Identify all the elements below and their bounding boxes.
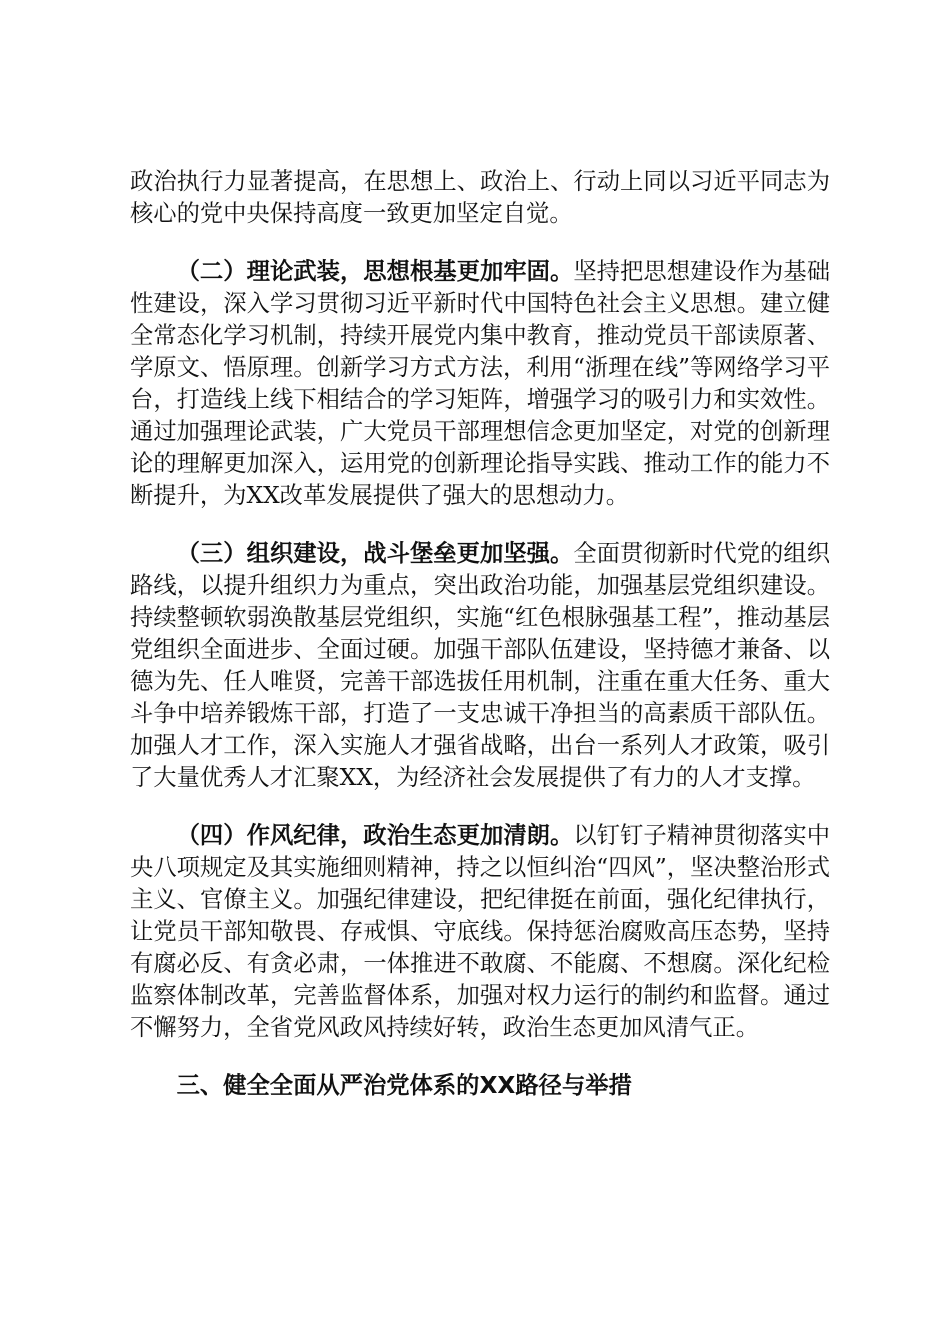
paragraph-organization-body: 全面贯彻新时代党的组织路线，以提升组织力为重点，突出政治功能，加强基层党组织建设。持续整顿软弱涣散基层党组织，实施“红色根脉强基工程”，推动基层党组织全面进步、全面过硬。加强干部队伍建设，坚持德才兼备、以德为先、任人唯贤，完善干部选拔任用机制，注重在重大任务、重大斗争中培养锻炼干部，打造了一支忠诚干净担当的高素质干部队伍。加强人才工作，深入实施人才强省战略，出台一系列人才政策，吸引了大量优秀人才汇聚XX，为经济社会发展提供了有力的人才支撑。 — [130, 540, 831, 791]
paragraph-intro — [130, 166, 830, 230]
paragraph-theory-body: 坚持把思想建设作为基础性建设，深入学习贯彻习近平新时代中国特色社会主义思想。建立健全常态化学习机制，持续开展党内集中教育，推动党员干部读原著、学原文、悟原理。创新学习方式方法，利用“浙理在线”等网络学习平台，打造线上线下相结合的学习矩阵，增强学习的吸引力和实效性。通过加强理论武装，广大党员干部理想信念更加坚定，对党的创新理论的理解更加深入，运用党的创新理论指导实践、推动工作的能力不断提升，为XX改革发展提供了强大的思想动力。 — [130, 258, 831, 509]
paragraph-gap — [130, 230, 830, 256]
document-page — [130, 166, 830, 1102]
paragraph-discipline-lead: （四）作风纪律，政治生态更加清朗。 — [176, 822, 574, 849]
paragraph-intro-text: 政治执行力显著提高，在思想上、政治上、行动上同以习近平同志为核心的党中央保持高度一致更加坚定自觉。 — [130, 168, 830, 227]
paragraph-organization — [130, 538, 830, 794]
paragraph-organization-lead: （三）组织建设，战斗堡垒更加坚强。 — [176, 540, 574, 567]
paragraph-gap — [130, 1044, 830, 1070]
paragraph-discipline-body: 以钉钉子精神贯彻落实中央八项规定及其实施细则精神，持之以恒纠治“四风”，坚决整治形式主义、官僚主义。加强纪律建设，把纪律挺在前面，强化纪律执行，让党员干部知敬畏、存戒惧、守底线。保持惩治腐败高压态势，坚持有腐必反、有贪必肃，一体推进不敢腐、不能腐、不想腐。深化纪检监察体制改革，完善监督体系，加强对权力运行的制约和监督。通过不懈努力，全省党风政风持续好转，政治生态更加风清气正。 — [130, 822, 831, 1041]
paragraph-discipline — [130, 820, 830, 1044]
paragraph-theory-lead: （二）理论武装，思想根基更加牢固。 — [176, 258, 574, 285]
section-heading: 三、健全全面从严治党体系的XX路径与举措 — [176, 1072, 632, 1099]
paragraph-theory — [130, 256, 830, 512]
paragraph-gap — [130, 794, 830, 820]
paragraph-gap — [130, 512, 830, 538]
